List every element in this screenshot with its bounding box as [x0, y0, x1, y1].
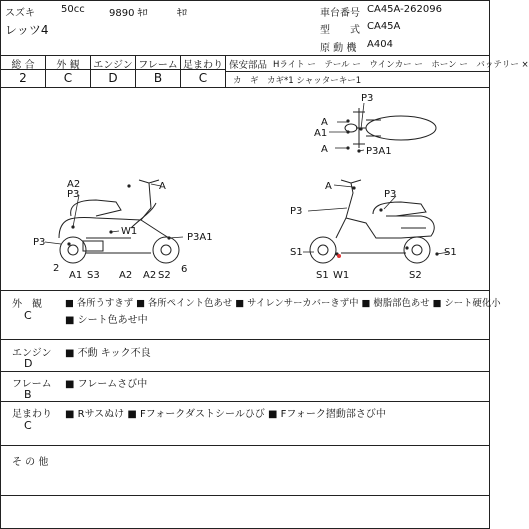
diagram-label: S2	[158, 270, 171, 281]
displacement: 50cc	[61, 4, 85, 15]
diagram-label: S1	[444, 247, 457, 258]
section-frame-grade: B	[24, 388, 32, 401]
section-exterior-line: ■ シート色あせ中	[65, 315, 148, 326]
diagram-label: P3	[384, 189, 397, 200]
diagram-label: A1	[69, 270, 83, 281]
safety-row2: カ ギ カギ*1 シャッターキー1	[233, 76, 362, 86]
section-exterior-grade: C	[24, 309, 32, 322]
type-label: 型 式	[320, 25, 360, 36]
mileage: 9890 ｷﾛ	[109, 8, 148, 19]
grade-header-exterior: 外 観	[56, 60, 80, 71]
safety-row1: Hライト ー テール ー ウインカー ー ホーン ー バッテリー ×	[273, 60, 529, 70]
diagram-label: P3	[67, 189, 80, 200]
diagram-label: A	[325, 181, 332, 192]
section-exterior-title: 外 観	[12, 299, 42, 310]
section-engine-grade: D	[24, 357, 33, 370]
diagram-label: A	[159, 181, 166, 192]
section-suspension-title: 足まわり	[12, 409, 52, 420]
engine-label: 原 動 機	[320, 43, 357, 54]
section-engine-line: ■ 不動 キック不良	[65, 348, 151, 359]
diagram-label: A	[321, 144, 328, 155]
grade-header-total: 総 合	[11, 60, 35, 71]
diagram-label: W1	[121, 226, 138, 237]
grade-header-engine: エンジン	[93, 60, 133, 71]
diagram-label: S2	[409, 270, 422, 281]
frame-number-value: CA45A-262096	[367, 4, 442, 15]
grade-header-suspension: 足まわり	[183, 60, 223, 71]
frame-number-label: 車台番号	[320, 8, 360, 19]
diagram-label: A2	[67, 179, 81, 190]
diagram-label: S1	[316, 270, 329, 281]
section-other-title: そ の 他	[12, 457, 49, 468]
grade-exterior: C	[63, 71, 73, 85]
section-engine-title: エンジン	[12, 348, 52, 359]
diagram-label: A	[321, 117, 328, 128]
engine-value: A404	[367, 39, 393, 50]
diagram-label: W1	[333, 270, 350, 281]
maker: スズキ	[5, 8, 35, 19]
model-name: レッツ4	[5, 23, 49, 37]
scooter-right-side-icon	[310, 180, 434, 263]
grade-frame: B	[153, 71, 163, 85]
diagram-label: S3	[87, 270, 100, 281]
diagram-label: P3A1	[187, 232, 213, 243]
section-suspension-line: ■ Rサスぬけ ■ Fフォークダストシールひび ■ Fフォーク摺動部さび中	[65, 409, 386, 420]
grade-header-frame: フレーム	[138, 60, 178, 71]
section-frame-title: フレーム	[12, 379, 52, 390]
scooter-top-view-icon	[345, 108, 436, 148]
section-suspension-grade: C	[24, 419, 32, 432]
diagram-label: 6	[181, 264, 188, 275]
mileage-unit: ｷﾛ	[177, 8, 187, 19]
grade-engine: D	[108, 71, 118, 85]
grade-suspension: C	[198, 71, 208, 85]
section-exterior-line: ■ 各所うすきず ■ 各所ペイント色あせ ■ サイレンサーカバーきず中 ■ 樹脂部色あせ ■ シート硬化小	[65, 298, 501, 309]
diagram-label: S1	[290, 247, 303, 258]
damage-marks	[67, 119, 438, 258]
label-leaders	[45, 103, 449, 254]
grade-total: 2	[19, 71, 27, 85]
section-frame-line: ■ フレームさび中	[65, 379, 148, 390]
diagram-label: P3	[361, 93, 374, 104]
diagram-label: A2	[143, 270, 157, 281]
diagram-label: P3A1	[366, 146, 392, 157]
damage-diagram	[1, 88, 489, 290]
diagram-label: A2	[119, 270, 133, 281]
safety-label: 保安部品	[229, 60, 268, 71]
diagram-label: P3	[33, 237, 46, 248]
diagram-label: 2	[53, 263, 60, 274]
type-value: CA45A	[367, 21, 401, 32]
diagram-label: A1	[314, 128, 328, 139]
diagram-label: P3	[290, 206, 303, 217]
